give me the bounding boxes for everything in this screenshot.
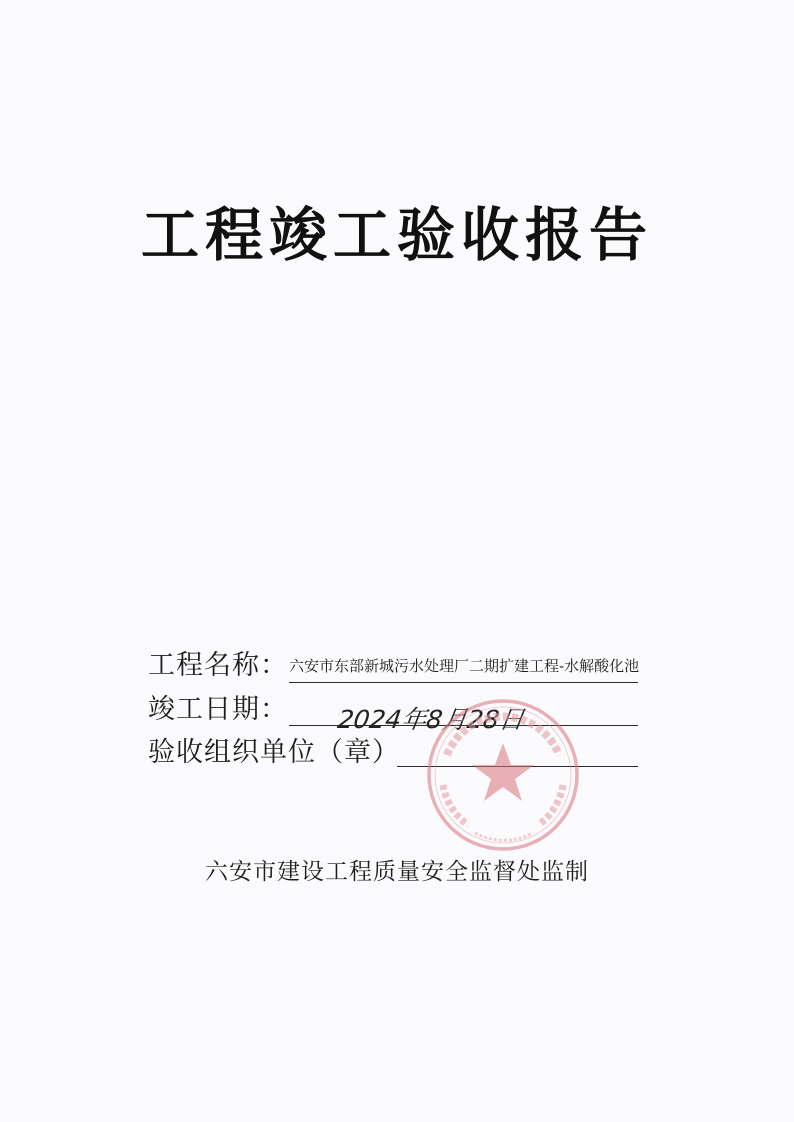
completion-date-label: 竣工日期： (148, 694, 288, 725)
official-seal-stamp (423, 695, 583, 855)
acceptance-unit-label: 验收组织单位（章） (148, 737, 400, 768)
supervision-footer: 六安市建设工程质量安全监督处监制 (205, 859, 589, 885)
completion-date-handwritten: 2024年8月28日 (335, 705, 527, 734)
report-title: 工程竣工验收报告 (140, 201, 653, 269)
project-name-underline (289, 682, 638, 683)
project-name-value: 六安市东部新城污水处理厂二期扩建工程-水解酸化池 (289, 657, 640, 675)
project-name-label: 工程名称： (148, 650, 288, 681)
